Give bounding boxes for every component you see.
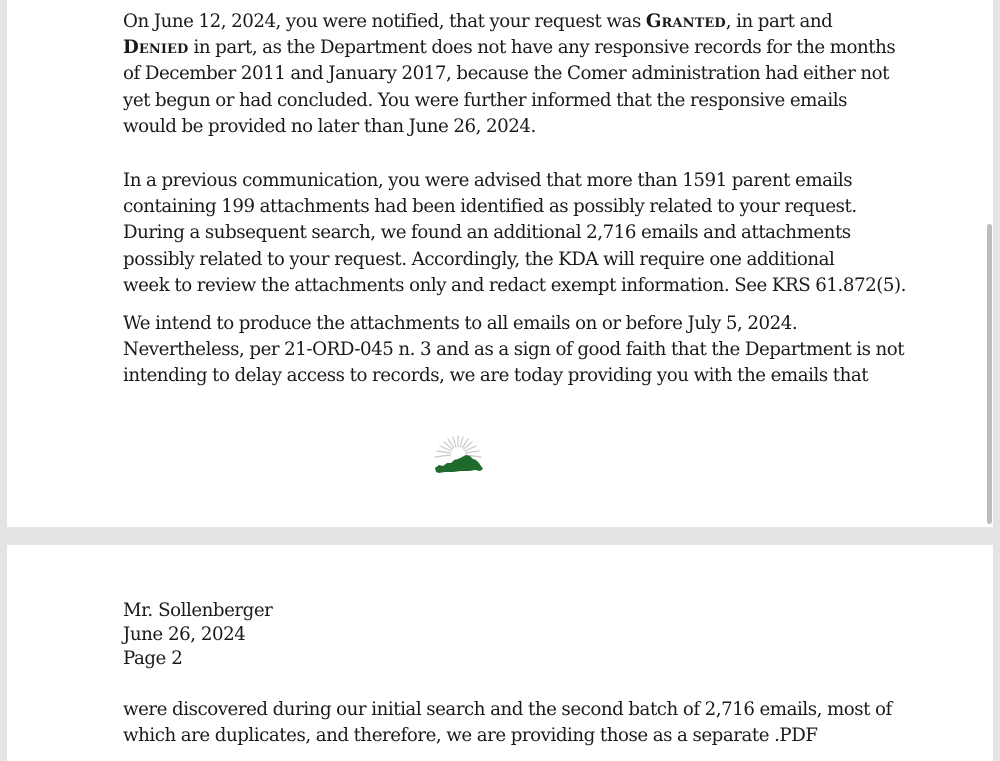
paragraph-line: We intend to produce the attachments to all emails on or before July 5, 2024.	[123, 313, 798, 334]
paragraph-line: In a previous communication, you were advised that more than 1591 parent emails	[123, 170, 853, 191]
recipient-name: Mr. Sollenberger	[123, 600, 273, 621]
kentucky-sunrise-logo-icon	[425, 432, 491, 478]
paragraph-line: On June 12, 2024, you were notified, that your request was Granted, in part and	[123, 11, 833, 32]
paragraph-line: yet begun or had concluded. You were further informed that the responsive emails	[123, 89, 847, 111]
paragraph-line: were discovered during our initial search and the second batch of 2,716 emails, most of	[123, 699, 892, 720]
paragraph-previous-communication	[123, 168, 906, 299]
paragraph-line: During a subsequent search, we found an additional 2,716 emails and attachments	[123, 222, 851, 244]
paragraph-line: containing 199 attachments had been identified as possibly related to your request.	[123, 196, 857, 218]
paragraph-line: would be provided no later than June 26, 2024.	[123, 115, 536, 137]
paragraph-line: of December 2011 and January 2017, because the Comer administration had either not	[123, 63, 890, 85]
page-number: Page 2	[123, 648, 183, 669]
paragraph-line: Denied in part, as the Department does not have any responsive records for the months	[123, 37, 896, 59]
paragraph-line: intending to delay access to records, we are today providing you with the emails that	[123, 365, 869, 387]
letter-date: June 26, 2024	[123, 624, 246, 645]
paragraph-notification	[123, 9, 903, 140]
paragraph-continuation	[123, 697, 903, 749]
paragraph-line: possibly related to your request. Accordingly, the KDA will require one additional	[123, 248, 835, 270]
granted-word: Granted	[645, 11, 726, 32]
denied-word: Denied	[123, 37, 189, 59]
paragraph-intent-to-produce	[123, 311, 903, 390]
document-page-1	[7, 0, 993, 527]
paragraph-line: week to review the attachments only and redact exempt information. See KRS 61.872(5).	[123, 274, 906, 296]
paragraph-line: which are duplicates, and therefore, we are providing those as a separate .PDF	[123, 725, 818, 747]
vertical-scrollbar[interactable]	[987, 224, 992, 524]
page-header	[123, 599, 272, 671]
paragraph-line: Nevertheless, per 21-ORD-045 n. 3 and as a sign of good faith that the Department is not	[123, 339, 905, 361]
document-page-2	[7, 545, 993, 761]
